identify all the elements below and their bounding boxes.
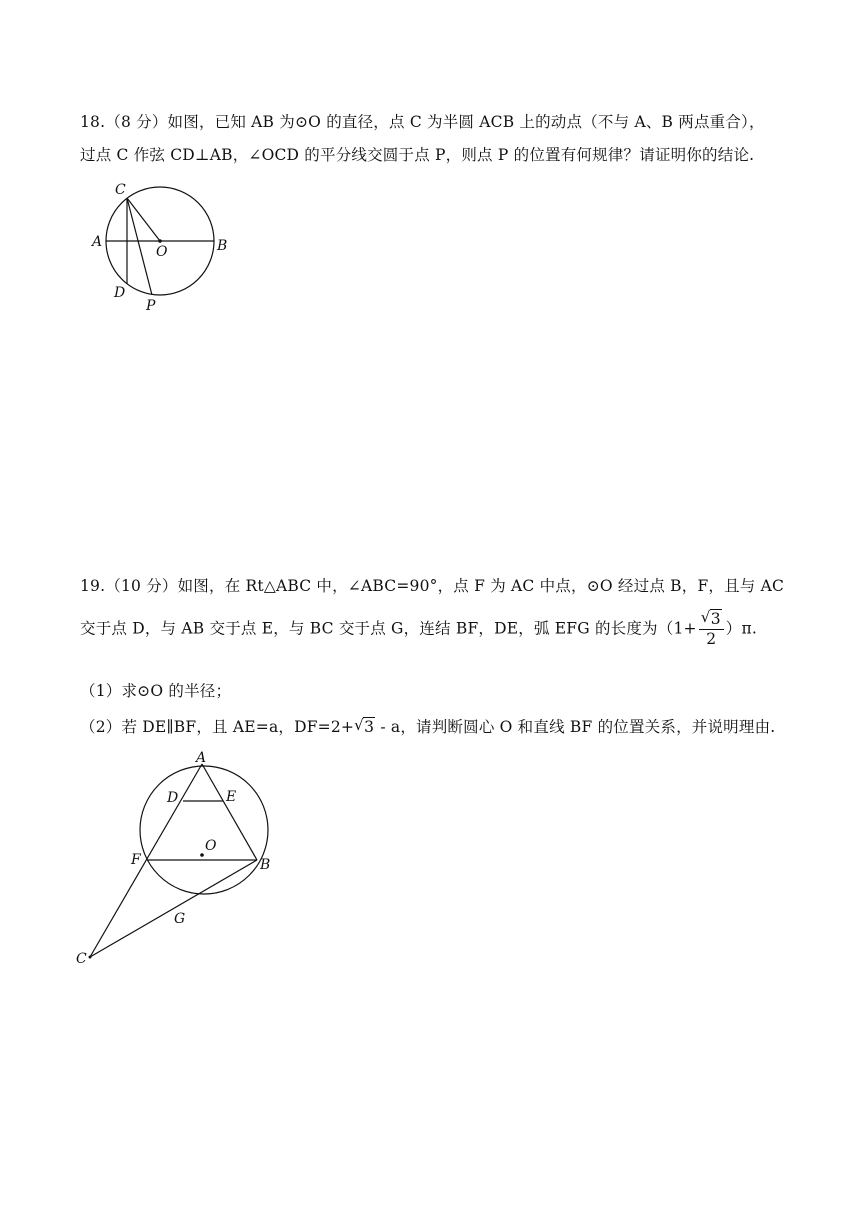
q19-line2-end: ）π. — [725, 619, 757, 638]
q19-part2-text: （2）若 DE∥BF，且 AE=a，DF=2+ — [80, 718, 355, 736]
q19-line2-text: 交于点 D，与 AB 交于点 E，与 BC 交于点 G，连结 BF，DE，弧 EFG 的长度为（1+ — [80, 619, 697, 638]
q19-part2-end: - a，请判断圆心 O 和直线 BF 的位置关系，并说明理由. — [375, 718, 776, 736]
q19-label-g: G — [174, 911, 186, 927]
q19-label-f: F — [131, 852, 141, 868]
q18-label-d: D — [114, 285, 126, 301]
q19-line2 — [80, 608, 757, 648]
q19-label-d: D — [167, 790, 179, 806]
q19-figure — [70, 745, 290, 970]
q19-circle — [140, 766, 271, 894]
q19-label-a: A — [196, 750, 207, 766]
q19-point-c-dot — [89, 956, 92, 959]
q19-label-e: E — [226, 789, 237, 805]
q19-part2-radicand: 3 — [364, 718, 375, 736]
q19-label-o: O — [205, 838, 217, 854]
q19-frac-den: 2 — [706, 629, 717, 648]
q18-label-o: O — [156, 244, 168, 260]
q19-label-b: B — [260, 857, 271, 873]
q19-fraction — [699, 608, 724, 648]
q18-label-a: A — [92, 234, 103, 250]
q19-line1: 19.（10 分）如图，在 Rt△ABC 中，∠ABC=90°，点 F 为 AC 中点，⊙O 经过点 B，F，且与 AC — [80, 577, 785, 595]
q19-label-c: C — [76, 951, 87, 967]
q19-part1: （1）求⊙O 的半径； — [80, 682, 232, 700]
q19-center-dot — [200, 853, 204, 857]
q19-part2-sqrt: √ 3 — [354, 716, 375, 736]
q19-part2 — [80, 715, 775, 737]
q18-label-p: P — [146, 298, 156, 314]
q19-segment-bc — [90, 860, 257, 957]
q18-label-b: B — [217, 238, 228, 254]
q19-frac-sqrt: √ 3 — [700, 608, 721, 628]
q19-frac-num: 3 — [710, 610, 721, 628]
q18-figure — [80, 175, 250, 315]
q18-line1: 18.（8 分）如图，已知 AB 为⊙O 的直径，点 C 为半圆 ACB 上的动点（不与 A、B 两点重合）， — [80, 113, 765, 131]
q18-line2: 过点 C 作弦 CD⊥AB，∠OCD 的平分线交圆于点 P，则点 P 的位置有何规律？请证明你的结论. — [80, 146, 755, 164]
q18-label-c: C — [115, 182, 126, 198]
q18-segment-cp — [127, 198, 152, 295]
q18-center-dot — [158, 239, 162, 243]
